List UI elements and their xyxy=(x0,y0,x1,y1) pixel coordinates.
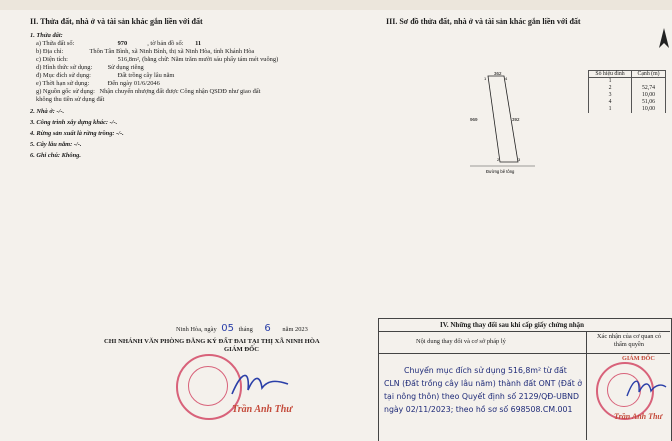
vertex-no: 1 xyxy=(608,106,612,112)
corner-4: 4 xyxy=(505,76,508,81)
month-label: tháng xyxy=(238,326,253,333)
vertex-table-header xyxy=(589,71,666,78)
edge-len: 52,74 xyxy=(642,85,656,91)
change-line-2: CLN (Đất trồng cây lâu năm) thành đất ONT (Đất ở xyxy=(384,379,583,388)
corner-2: 2 xyxy=(497,157,500,162)
confirm-signature-mark xyxy=(624,374,668,400)
usage-term-value: Đến ngày 01/6/2046 xyxy=(107,80,160,87)
road-label: Đường bê tông xyxy=(486,169,515,174)
house-row: 2. Nhà ở: -/-. xyxy=(30,108,65,115)
position-title: GIÁM ĐỐC xyxy=(224,346,259,353)
corner-1: 1 xyxy=(484,76,487,81)
change-content xyxy=(384,364,582,416)
vertex-no: 3 xyxy=(608,92,612,98)
edge-len: 10,00 xyxy=(642,106,656,112)
edge-len: 51,06 xyxy=(642,99,656,105)
usage-term-label: e) Thời hạn sử dụng: xyxy=(36,80,90,87)
usage-form-row xyxy=(36,64,144,72)
vertex-table xyxy=(588,70,666,113)
edge-len: 10,00 xyxy=(642,92,656,98)
parcel-sketch xyxy=(460,66,550,176)
col-divider xyxy=(586,331,587,440)
signer-name: Trần Anh Thư xyxy=(232,404,293,415)
usage-term-row xyxy=(36,80,160,88)
table-row xyxy=(589,78,666,114)
area-label: c) Diện tích: xyxy=(36,56,68,63)
year-label: năm 2023 xyxy=(282,326,308,333)
origin-value-cont: không thu tiền sử dụng đất xyxy=(36,96,105,103)
north-arrow-icon xyxy=(658,28,670,50)
perennial-trees-row: 5. Cây lâu năm: -/-. xyxy=(30,141,82,148)
area-value: 516,8m², (bằng chữ: Năm trăm mười sáu phẩy tám mét vuông) xyxy=(117,56,279,63)
usage-purpose-value: Đất trồng cây lâu năm xyxy=(117,72,175,79)
parcel-number-row xyxy=(36,40,201,48)
address-value: Thôn Tân Bình, xã Ninh Bình, thị xã Ninh Hòa, tỉnh Khánh Hòa xyxy=(89,48,255,55)
confirmation-col-header: Xác nhận của cơ quan có thẩm quyền xyxy=(596,333,662,348)
parcel-number-label: a) Thửa đất số: xyxy=(36,40,75,47)
signature-mark xyxy=(228,366,292,400)
corner-3: 3 xyxy=(518,157,521,162)
usage-purpose-row xyxy=(36,72,174,80)
origin-row xyxy=(36,88,260,96)
forest-row: 4. Rừng sản xuất là rừng trồng: -/-. xyxy=(30,130,124,137)
vertex-no: 1 xyxy=(608,78,612,84)
usage-form-label: d) Hình thức sử dụng: xyxy=(36,64,93,71)
date-day: 05 xyxy=(221,323,234,334)
office-name: CHI NHÁNH VĂN PHÒNG ĐĂNG KÝ ĐẤT ĐAI TẠI THỊ XÃ NINH HÒA xyxy=(104,338,320,345)
map-sheet-number: 11 xyxy=(195,40,202,47)
place-date xyxy=(176,325,308,334)
dim-right: 392 xyxy=(512,117,520,122)
usage-form-value: Sử dụng riêng xyxy=(107,64,144,71)
address-row xyxy=(36,48,254,56)
origin-value: Nhận chuyển nhượng đất được Công nhận QSDĐ như giao đất xyxy=(99,88,261,95)
note-row: 6. Ghi chú: Không. xyxy=(30,152,81,159)
usage-purpose-label: đ) Mục đích sử dụng: xyxy=(36,72,91,79)
change-line-3: tại nông thôn) theo Quyết định số 2129/QĐ-UBND xyxy=(384,392,580,401)
place-date-prefix: Ninh Hòa, ngày xyxy=(176,326,217,333)
date-month: 6 xyxy=(264,323,271,334)
confirm-position: GIÁM ĐỐC xyxy=(622,355,655,362)
confirm-signer: Trần Anh Thư xyxy=(614,412,663,421)
other-construction-row: 3. Công trình xây dựng khác: -/-. xyxy=(30,119,118,126)
section-4-title: IV. Những thay đổi sau khi cấp giấy chứng nhận xyxy=(440,321,585,329)
dim-top: 362 xyxy=(494,71,502,76)
address-label: b) Địa chỉ: xyxy=(36,48,64,55)
dim-left: 969 xyxy=(470,117,478,122)
change-line-4: ngày 02/11/2023; theo hồ sơ số 698508.CM.001 xyxy=(384,405,573,414)
origin-label: g) Nguồn gốc sử dụng: xyxy=(36,88,95,95)
vertex-col-header: Số hiệu đỉnh xyxy=(589,71,632,78)
parcel-heading: 1. Thửa đất: xyxy=(30,32,63,39)
section-2-title: II. Thửa đất, nhà ở và tài sản khác gắn liền với đất xyxy=(30,17,203,26)
parcel-number: 970 xyxy=(117,40,128,47)
area-row xyxy=(36,56,278,64)
changes-col-header: Nội dung thay đổi và cơ sở pháp lý xyxy=(416,338,506,345)
edge-col-header: Cạnh (m) xyxy=(632,71,666,78)
section-3-title: III. Sơ đồ thửa đất, nhà ở và tài sản khác gắn liền với đất xyxy=(386,17,581,26)
edge-len xyxy=(634,78,663,85)
change-line-1: Chuyển mục đích sử dụng 516,8m² từ đất xyxy=(404,366,567,375)
top-band xyxy=(0,0,672,10)
vertex-no: 2 xyxy=(608,85,612,91)
vertex-no: 4 xyxy=(608,99,612,105)
map-sheet-label: , tờ bản đồ số: xyxy=(147,40,184,47)
